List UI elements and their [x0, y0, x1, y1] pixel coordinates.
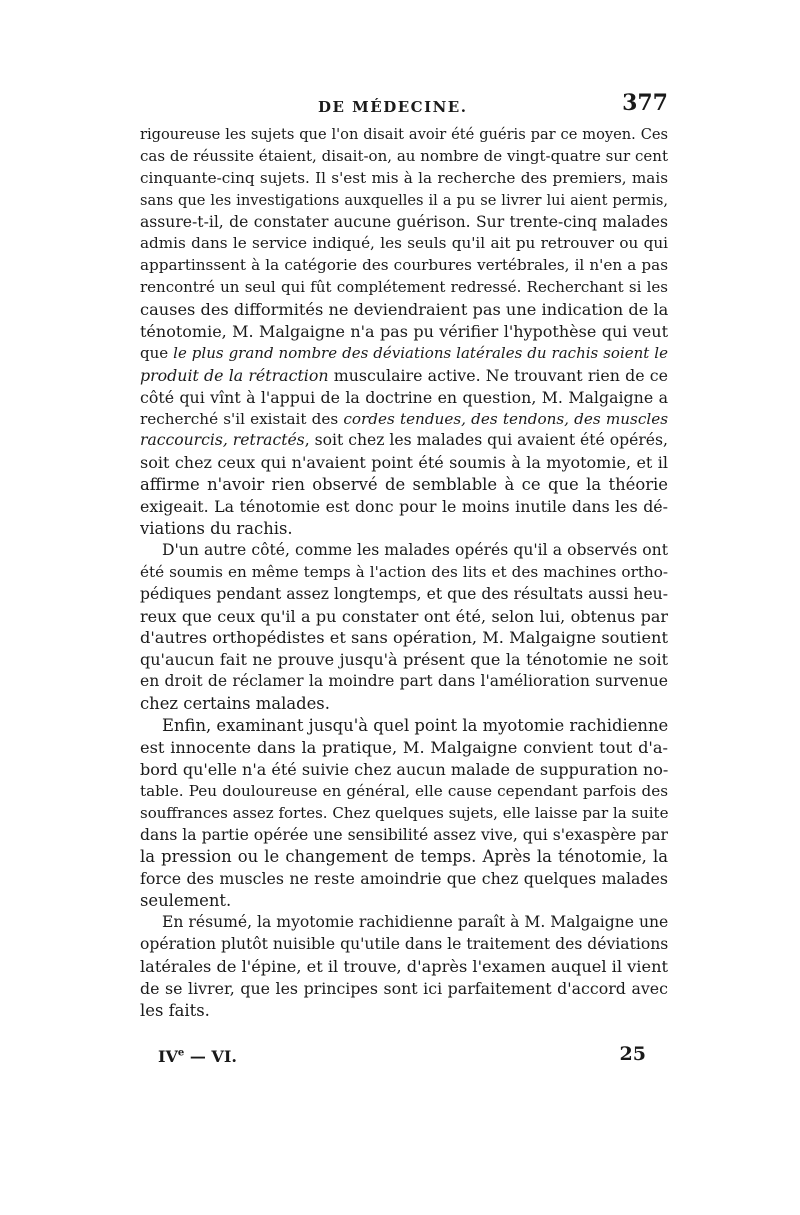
text-line: [140, 627, 668, 649]
signature-rest: — VI.: [184, 1047, 237, 1066]
text-segment: sans que les investigations auxquelles il a pu se livrer lui aient permis,: [140, 191, 668, 209]
text-line: [140, 212, 668, 234]
text-segment: force des muscles ne reste amoindrie que chez quelques malades: [140, 869, 668, 889]
text-line: [140, 365, 668, 387]
running-title: DE MÉDECINE.: [318, 98, 468, 116]
text-segment: exigeait. La ténotomie est donc pour le moins inutile dans les dé-: [140, 497, 668, 517]
paragraph: [140, 715, 668, 912]
text-line: [140, 518, 668, 540]
text-line: [140, 934, 668, 956]
text-line: [140, 124, 668, 146]
italic-segment: cordes tendues, des tendons, des muscles: [343, 409, 668, 428]
text-segment: cas de réussite étaient, disait-on, au nombre de vingt-quatre sur cent: [140, 146, 668, 165]
paragraph: [140, 124, 668, 540]
text-line: [140, 321, 668, 343]
text-segment: musculaire active. Ne trouvant rien de ce: [328, 365, 668, 385]
text-line: [140, 255, 668, 277]
italic-segment: le plus grand nombre des déviations latérales du rachis soient le: [173, 343, 668, 362]
signature-number: 25: [619, 1043, 646, 1065]
text-line: [140, 606, 668, 628]
text-line: [140, 146, 668, 168]
text-segment: en droit de réclamer la moindre part dans l'amélioration survenue: [140, 672, 668, 691]
text-segment: ténotomie, M. Malgaigne n'a pas pu vérifier l'hypothèse qui veut: [140, 322, 668, 342]
text-line: [140, 584, 668, 606]
paragraph: [140, 540, 668, 715]
signature-main: IV: [158, 1047, 178, 1066]
text-line: [140, 387, 668, 409]
text-segment: En résumé, la myotomie rachidienne paraît à M. Malgaigne une: [162, 913, 668, 932]
text-line: [140, 562, 668, 584]
text-segment: opération plutôt nuisible qu'utile dans le traitement des déviations: [140, 934, 668, 953]
text-line: [140, 277, 668, 299]
text-segment: bord qu'elle n'a été suivie chez aucun malade de suppuration no-: [140, 759, 668, 779]
text-segment: rencontré un seul qui fût complétement redressé. Recherchant si les: [140, 278, 668, 297]
text-line: [140, 474, 668, 496]
text-line: [140, 299, 668, 321]
italic-segment: produit de la rétraction: [140, 365, 329, 385]
text-segment: reux que ceux qu'il a pu constater ont été, selon lui, obtenus par: [140, 606, 668, 626]
text-line: [140, 978, 668, 1000]
text-segment: souffrances assez fortes. Chez quelques sujets, elle laisse par la suite: [140, 803, 668, 822]
text-segment: admis dans le service indiqué, les seuls qu'il ait pu retrouver ou qui: [140, 234, 668, 253]
text-line: [140, 956, 668, 978]
text-segment: qu'aucun fait ne prouve jusqu'à présent que la ténotomie ne soit: [140, 650, 668, 670]
text-segment: la pression ou le changement de temps. Après la ténotomie, la: [140, 847, 668, 867]
text-segment: rigoureuse les sujets que l'on disait avoir été guéris par ce moyen. Ces: [140, 126, 668, 143]
page-footer: [140, 1041, 668, 1071]
text-segment: de se livrer, que les principes sont ici parfaitement d'accord avec: [140, 978, 668, 998]
text-segment: d'autres orthopédistes et sans opération, M. Malgaigne soutient: [140, 628, 668, 648]
text-segment: recherché s'il existait des: [140, 409, 344, 428]
text-line: [140, 1000, 668, 1022]
text-segment: table. Peu douloureuse en général, elle cause cependant parfois des: [140, 781, 668, 800]
text-line: [140, 825, 668, 847]
text-line: [140, 430, 668, 452]
text-segment: que: [140, 343, 174, 362]
text-line: [140, 496, 668, 518]
text-segment: assure-t-il, de constater aucune guérison. Sur trente-cinq malades: [140, 212, 668, 231]
text-segment: affirme n'avoir rien observé de semblable à ce que la théorie: [140, 475, 668, 495]
text-line: [140, 737, 668, 759]
text-line: [140, 715, 668, 737]
text-segment: causes des difformités ne deviendraient pas une indication de la: [140, 300, 668, 320]
page-header: [140, 84, 668, 124]
text-line: [140, 759, 668, 781]
text-line: [140, 890, 668, 912]
text-line: [140, 671, 668, 693]
text-line: [140, 912, 668, 934]
text-segment: , soit chez les malades qui avaient été opérés,: [304, 431, 668, 450]
text-line: [140, 868, 668, 890]
text-segment: seulement.: [140, 891, 232, 911]
text-line: [140, 233, 668, 255]
text-line: [140, 781, 668, 803]
signature-sup: e: [177, 1047, 185, 1059]
text-line: [140, 168, 668, 190]
text-segment: dans la partie opérée une sensibilité assez vive, qui s'exaspère par: [140, 825, 668, 844]
text-line: [140, 649, 668, 671]
text-line: [140, 409, 668, 431]
text-line: [140, 803, 668, 825]
page-number: 377: [622, 90, 668, 116]
text-segment: cinquante-cinq sujets. Il s'est mis à la recherche des premiers, mais: [140, 168, 668, 187]
signature-mark: [158, 1047, 237, 1066]
text-segment: D'un autre côté, comme les malades opérés qu'il a observés ont: [162, 540, 668, 559]
text-line: [140, 343, 668, 365]
text-segment: côté qui vînt à l'appui de la doctrine en question, M. Malgaigne a: [140, 387, 668, 407]
text-segment: Enfin, examinant jusqu'à quel point la myotomie rachidienne: [162, 716, 668, 736]
paragraph: [140, 912, 668, 1021]
body-text: [140, 124, 668, 1022]
text-line: [140, 846, 668, 868]
text-segment: viations du rachis.: [140, 519, 293, 539]
text-segment: chez certains malades.: [140, 694, 330, 714]
text-segment: latérales de l'épine, et il trouve, d'après l'examen auquel il vient: [140, 956, 668, 976]
text-line: [140, 693, 668, 715]
text-segment: appartinssent à la catégorie des courbures vertébrales, il n'en a pas: [140, 256, 668, 275]
text-segment: été soumis en même temps à l'action des lits et des machines ortho-: [140, 562, 668, 581]
text-line: [140, 452, 668, 474]
text-line: [140, 540, 668, 562]
text-segment: les faits.: [140, 1000, 210, 1020]
italic-segment: raccourcis, retractés: [140, 431, 305, 450]
text-segment: soit chez ceux qui n'avaient point été soumis à la myotomie, et il: [140, 453, 668, 473]
text-segment: est innocente dans la pratique, M. Malgaigne convient tout d'a-: [140, 737, 668, 757]
text-segment: pédiques pendant assez longtemps, et que des résultats aussi heu-: [140, 584, 668, 603]
text-line: [140, 190, 668, 212]
